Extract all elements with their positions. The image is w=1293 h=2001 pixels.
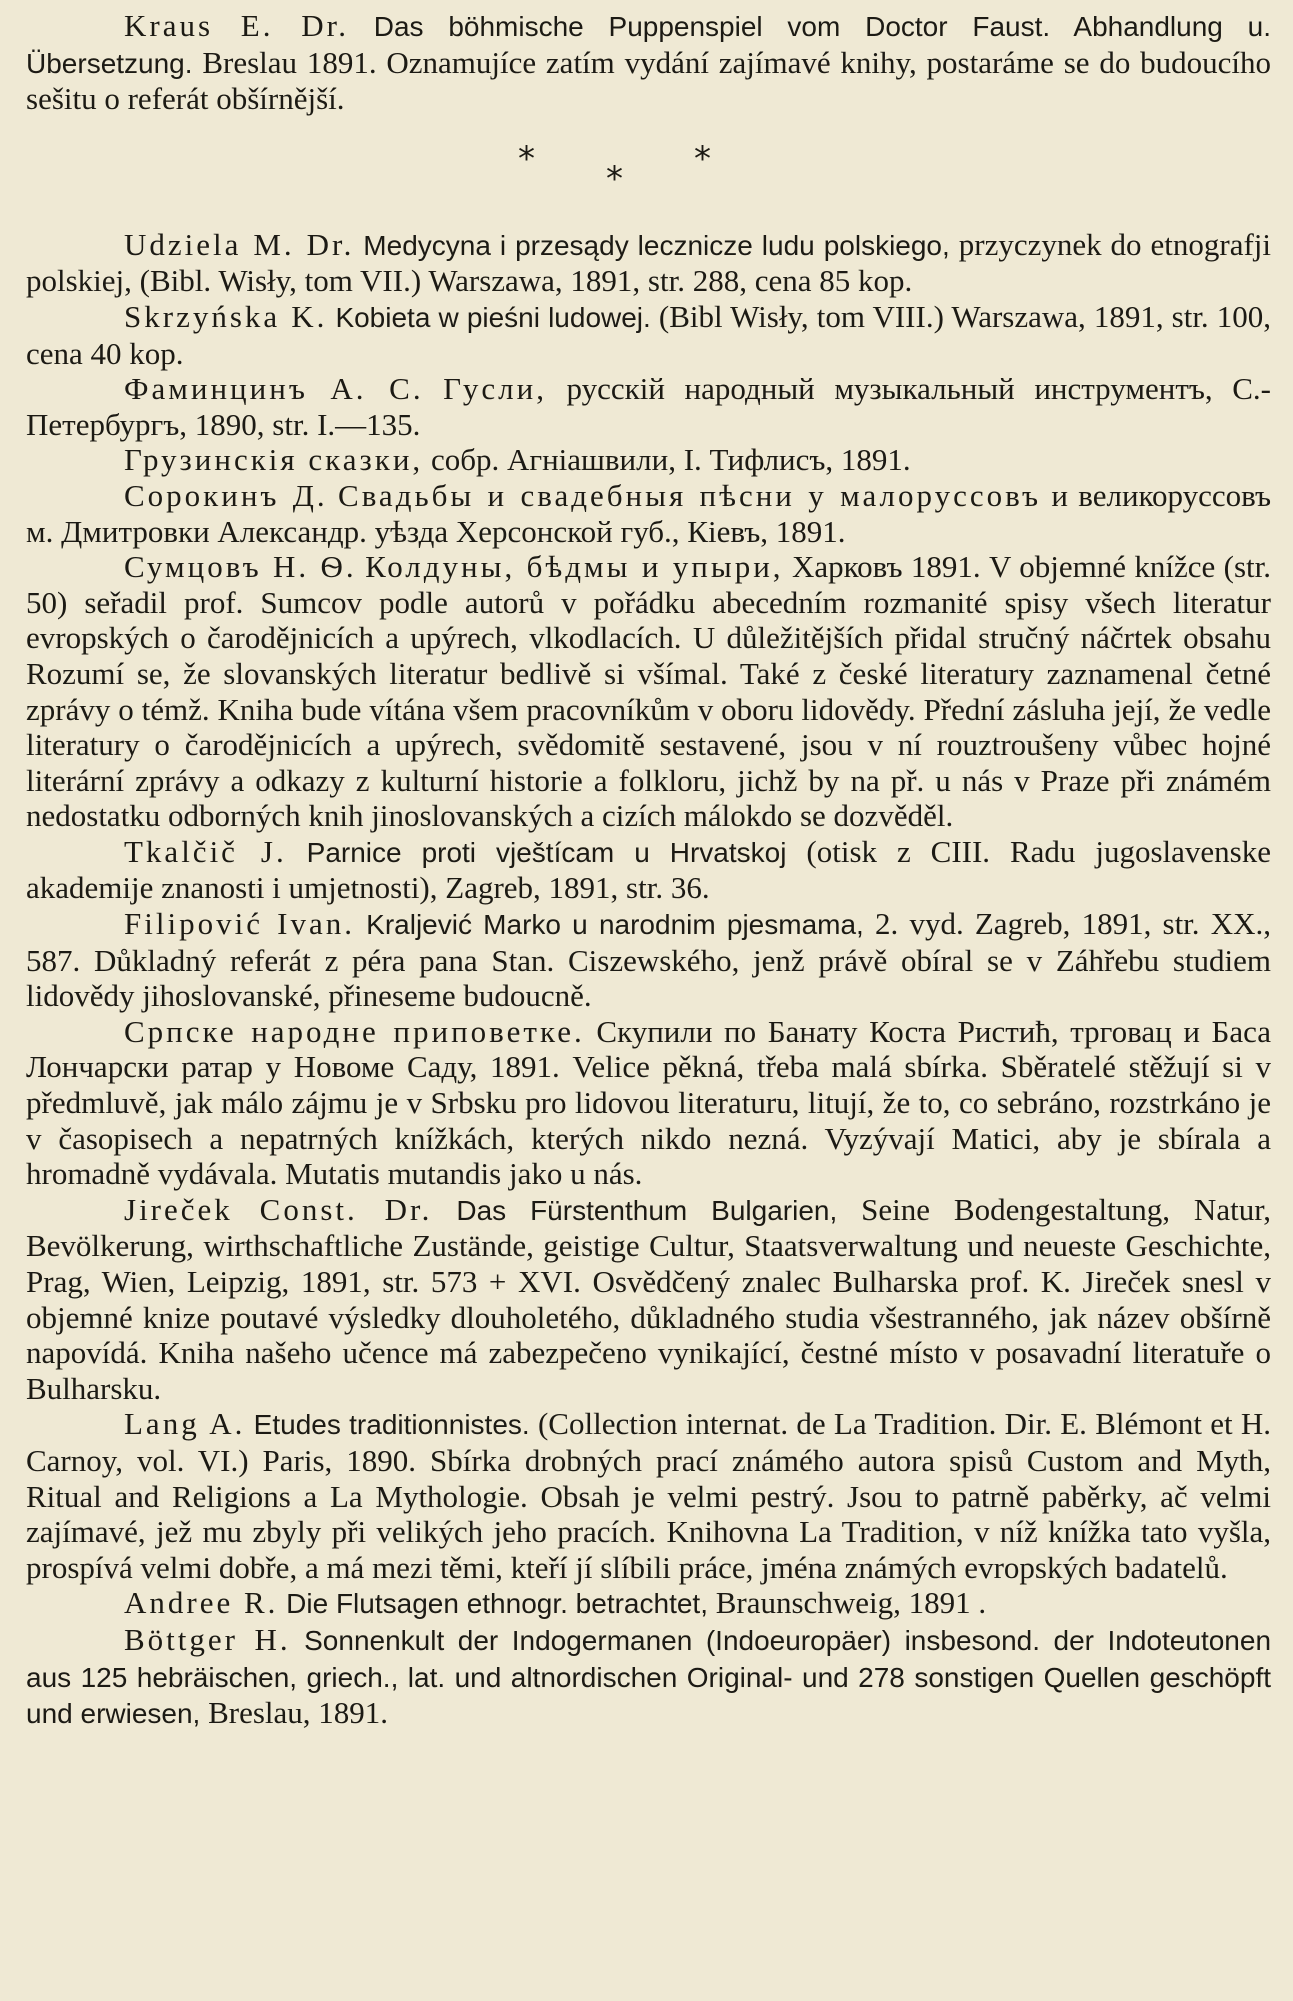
- entry-text: русскій народный музыкальный инструментъ, С.-Петербургъ, 1890, str. I.—135.: [26, 371, 1271, 442]
- entry-author: Filipović Ivan.: [124, 906, 355, 942]
- entry-title: Medycyna i przesądy lecznicze ludu polskiego,: [363, 229, 950, 261]
- entry-title: Колдуны, бѣдмы и упыри,: [365, 549, 784, 585]
- entry-title: Kraljević Marko u narodnim pjesmama,: [366, 909, 864, 941]
- entry-title: Грузинскія сказки,: [124, 442, 424, 478]
- entry-text: Breslau 1891. Oznamujíce zatím vydání zajímavé knihy, postaráme se do budoucího sešitu o referát obšírnější.: [26, 44, 1272, 117]
- entry-text: Скупили по Банату Коста Ристић, трговац и Баса Лончарски ратар у Новоме Саду, 1891. Velice pěkná, třeba malá sbírka. Sběratelé stěžují si v předmluvě, jak málo zájmu je v Srbsku pro lidovou literaturu, litují, že to, co sebráno, rozstrkáno je v časopisech a nepatrných knížkách, kterých nikdo nezná. Vyzývají Matici, aby je sbírala a hromadně vydávala. Mutatis mutandis jako u nás.: [26, 1013, 1272, 1192]
- entry-text: собр. Агніашвили, I. Тифлисъ, 1891.: [430, 442, 911, 478]
- entry-author: Сумцовъ Н. Ѳ.: [124, 549, 357, 585]
- entry-title: Sonnenkult der Indogermanen (Indoeuropäer) insbesond. der Indoteutonen aus 125 hebräischen, griech., lat. und altnordischen Original- und 278 sonstigen Quellen geschöpft und erwiesen,: [26, 1624, 1272, 1730]
- bibliography-entry-udziela: [26, 227, 1271, 299]
- asterisk-right: *: [694, 138, 711, 179]
- entry-text: 2. vyd. Zagreb, 1891, str. XX., 587. Důkladný referát z péra pana Stan. Ciszewského, jenž právě obíral se v Záhřebu studiem lidovědy jihoslovanské, přineseme budoucně.: [26, 906, 1271, 1014]
- bibliography-entry-gruzinskija: [26, 442, 1271, 478]
- entry-title: Свадьбы и свадебныя пѣсни у малоруссовъ: [338, 477, 1041, 513]
- entry-title: Parnice proti vještícam u Hrvatskoj: [306, 836, 787, 868]
- entry-title: Српске народне приповетке.: [124, 1013, 585, 1049]
- bibliography-entry-bottger: [26, 1622, 1271, 1732]
- entry-text: (Collection internat. de La Tradition. Dir. E. Blémont et H. Carnoy, vol. VI.) Paris, 1890. Sbírka drobných prací známého autora spisů Custom and Myth, Ritual and Religions a La Mythologie. Obsah je velmi pestrý. Jsou to patrně paběrky, ač velmi zajímavé, jež mu zbyly při velikých jeho pracích. Knihovna La Tradition, v níž knížka tato vyšla, prospívá velmi dobře, a má mezi těmi, kteří jí slíbili práce, jména známých evropských badatelů.: [26, 1406, 1272, 1585]
- bibliography-entry-andree: [26, 1585, 1271, 1622]
- entry-title: Гусли,: [443, 371, 547, 407]
- section-separator: [26, 117, 1271, 227]
- bibliography-entry-sumcov: [26, 549, 1271, 834]
- entry-author: Jireček Const. Dr.: [124, 1191, 433, 1227]
- entry-author: Lang A.: [124, 1406, 246, 1442]
- entry-author: Andree R.: [124, 1585, 279, 1621]
- entry-text: (Bibl Wisły, tom VIII.) Warszawa, 1891, str. 100, cena 40 kop.: [26, 298, 1272, 371]
- bibliography-entry-sorokin: [26, 478, 1271, 549]
- entry-text: Seine Bodengestaltung, Natur, Bevölkerung, wirthschaftliche Zustände, geistige Cultur, Staatsverwaltung und neueste Geschichte, Prag, Wien, Leipzig, 1891, str. 573 + XVI. Osvědčený znalec Bulharska prof. K. Jireček snesl v objemné knize poutavé výsledky dlouholetého, důkladného studia všestranného, jak název obšírně napovídá. Kniha našeho učence má zabezpečeno vynikající, čestné místo v posavadní literatuře o Bulharsku.: [26, 1191, 1272, 1406]
- bibliography-entry-jirecek: [26, 1192, 1271, 1407]
- entry-text: Breslau, 1891.: [208, 1695, 389, 1731]
- entry-author: Skrzyńska K.: [124, 298, 328, 334]
- asterisk-center: *: [606, 158, 623, 199]
- entry-title: Das Fürstenthum Bulgarien,: [456, 1194, 838, 1226]
- bibliography-entry-srpske: [26, 1014, 1271, 1192]
- entry-author: Kraus E. Dr.: [124, 8, 349, 43]
- bibliography-entry-famincyn: [26, 371, 1271, 442]
- entry-title: Das böhmische Puppenspiel vom Doctor Faust. Abhandlung u. Übersetzung.: [26, 11, 1272, 79]
- entry-title: Etudes traditionnistes.: [253, 1409, 530, 1441]
- bibliography-entry-tkalcic: [26, 834, 1271, 906]
- entry-author: Фаминцинъ А. С.: [124, 371, 424, 407]
- entry-text: Харковъ 1891. V objemné knížce (str. 50) seřadil prof. Sumcov podle autorů v pořádku abecedním rozmanité spisy všech literatur evropských o čarodějnicích a upýrech, vlkodlacích. U důležitějších přidal stručný náčrtek obsahu Rozumí se, že slovanských literatur bedlivě si všímal. Také z české literatury zaznamenal četné zprávy o témž. Kniha bude vítána všem pracovníkům v oboru lidovědy. Přední zásluha její, že vedle literatury o čarodějnicích a upýrech, svědomitě sestavené, jsou v ní rouztroušeny vůbec hojné literární zprávy a odkazy z kulturní historie a folkloru, jichž by na př. u nás v Praze při známém nedostatku odborných knih jinoslovanských a cizích málokdo se dozvěděl.: [26, 549, 1272, 834]
- entry-author: Сорокинъ Д.: [124, 477, 328, 513]
- bibliography-entry-skrzynska: [26, 299, 1271, 371]
- entry-author: Udziela M. Dr.: [124, 226, 355, 262]
- entry-text: и великоруссовъ м. Дмитровки Александр. уѣзда Херсонской губ., Кіевъ, 1891.: [26, 477, 1272, 549]
- bibliography-entry-lang: [26, 1406, 1271, 1585]
- entry-title: Kobieta w pieśni ludowej.: [335, 301, 651, 333]
- entry-text: Braunschweig, 1891 .: [715, 1585, 987, 1621]
- entry-text: (otisk z CIII. Radu jugoslavenske akademije znanosti i umjetnosti), Zagreb, 1891, str. 36.: [26, 833, 1272, 906]
- entry-author: Tkalčič J.: [124, 833, 287, 869]
- entry-text: przyczynek do etnografji polskiej, (Bibl. Wisły, tom VII.) Warszawa, 1891, str. 288, cena 85 kop.: [26, 226, 1272, 299]
- entry-title: Die Flutsagen ethnogr. betrachtet,: [286, 1588, 708, 1620]
- asterisk-left: *: [518, 138, 535, 179]
- bibliography-entry-filipovic: [26, 906, 1271, 1014]
- bibliography-entry-kraus: [26, 8, 1271, 117]
- entry-author: Böttger H.: [124, 1621, 291, 1657]
